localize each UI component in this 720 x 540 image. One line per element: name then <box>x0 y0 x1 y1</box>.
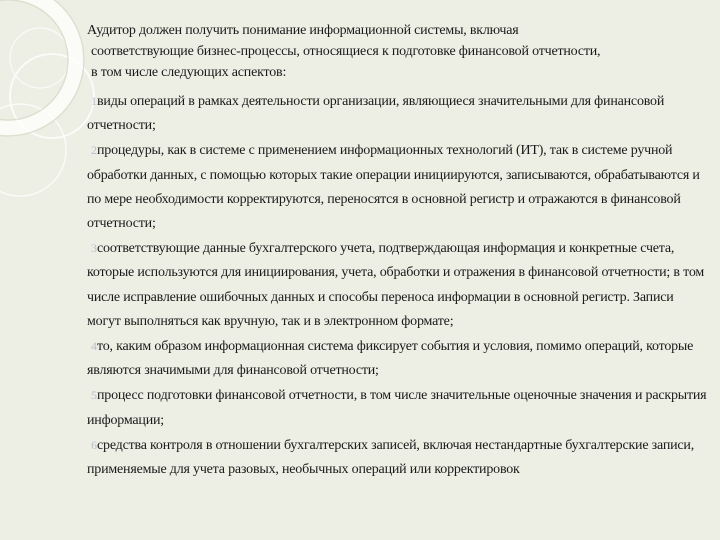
item-number: 1 <box>91 94 97 108</box>
item-number: 5 <box>91 388 97 403</box>
intro-line: Аудитор должен получить понимание информационной системы, включая <box>87 23 519 38</box>
intro-line: соответствующие бизнес-процессы, относящиеся к подготовке финансовой отчетности, <box>91 44 601 59</box>
intro-line: в том числе следующих аспектов: <box>91 65 287 80</box>
item-text: средства контроля в отношении бухгалтерских записей, включая нестандартные бухгалтерские записи, применяемые для учета разовых, необычных операций или корректировок <box>87 437 695 478</box>
item-text: виды операций в рамках деятельности организации, являющиеся значительными для финансовой отчетности; <box>87 94 665 134</box>
item-text: процедуры, как в системе с применением информационных технологий (ИТ), так в системе ручной обработки данных, с помощью которых такие операции инициируются, записываются, обрабатываются и по мере необходимости корректируются, переносятся в основной регистр и отражаются в финансовой отчетности; <box>87 143 700 232</box>
item-number: 4 <box>91 339 97 354</box>
item-text: соответствующие данные бухгалтерского учета, подтверждающая информация и конкретные счета, которые используются для инициирования, учета, обработки и отражения в финансовой отчетности; в том числе исправление ошибочных данных и способы переноса информации в основной регистр. Записи могут выполняться как вручную, так и в электронном формате; <box>87 241 705 329</box>
item-number: 2 <box>91 143 97 158</box>
item-text: процесс подготовки финансовой отчетности, в том числе значительные оценочные значения и раскрытия информации; <box>87 388 707 428</box>
item-text: то, каким образом информационная система фиксирует события и условия, помимо операций, которые являются значимыми для финансовой отчетности; <box>87 339 694 379</box>
list-item <box>87 138 707 236</box>
intro-paragraph <box>87 20 707 83</box>
slide-body <box>87 20 707 482</box>
list-item <box>87 433 707 482</box>
list-item <box>87 383 707 432</box>
list-item <box>87 236 707 334</box>
list-item <box>87 334 707 383</box>
item-number: 6 <box>91 437 97 452</box>
list-item <box>87 89 707 138</box>
item-number: 3 <box>91 241 97 256</box>
